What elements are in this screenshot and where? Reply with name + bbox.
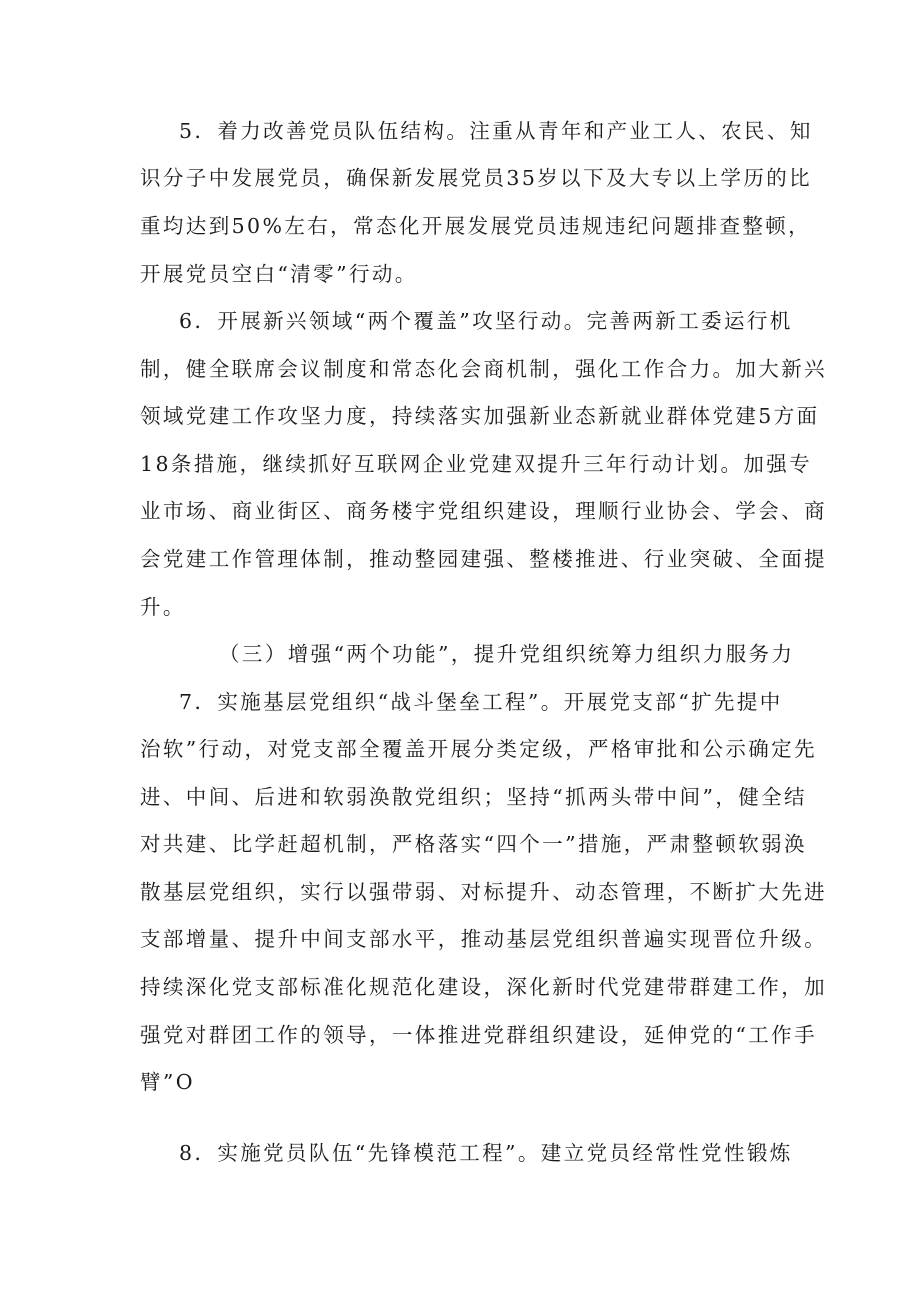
paragraph-7-line-6: 支部增量、提升中间支部水平，推动基层党组织普遍实现晋位升级。 [140,927,827,951]
paragraph-7-line-8: 强党对群团工作的领导，一体推进党群组织建设，延伸党的“工作手 [140,1023,817,1047]
paragraph-6-line-6: 会党建工作管理体制，推动整园建强、整楼推进、行业突破、全面提 [140,547,827,571]
section-heading: （三）增强“两个功能”，提升党组织统筹力组织力服务力 [219,642,795,666]
paragraph-7-line-3: 进、中间、后进和软弱涣散党组织；坚持“抓两头带中间”，健全结 [140,785,807,809]
paragraph-7-line-7: 持续深化党支部标准化规范化建设，深化新时代党建带群建工作，加 [140,975,827,999]
paragraph-6-line-3: 领域党建工作攻坚力度，持续落实加强新业态新就业群体党建5方面 [140,404,820,428]
paragraph-7-line-9: 臂”O [140,1070,195,1094]
paragraph-6-line-1: 6．开展新兴领域“两个覆盖”攻坚行动。完善两新工委运行机 [179,309,793,333]
paragraph-5-line-1: 5．着力改善党员队伍结构。注重从青年和产业工人、农民、知 [179,119,813,143]
paragraph-7-line-2: 治软”行动，对党支部全覆盖开展分类定级，严格审批和公示确定先 [140,737,817,761]
paragraph-6-line-7: 升。 [140,595,186,619]
paragraph-6-line-2: 制，健全联席会议制度和常态化会商机制，强化工作合力。加大新兴 [140,357,827,381]
paragraph-6-line-5: 业市场、商业街区、商务楼宇党组织建设，理顺行业协会、学会、商 [140,499,827,523]
paragraph-8-line-1: 8．实施党员队伍“先锋模范工程”。建立党员经常性党性锻炼 [179,1141,793,1165]
paragraph-7-line-4: 对共建、比学赶超机制，严格落实“四个一”措施，严肃整顿软弱涣 [140,832,807,856]
paragraph-7-line-1: 7．实施基层党组织“战斗堡垒工程”。开展党支部“扩先提中 [179,690,783,714]
paragraph-5-line-3: 重均达到50%左右，常态化开展发展党员违规违纪问题排查整顿， [140,214,812,238]
paragraph-5-line-2: 识分子中发展党员，确保新发展党员35岁以下及大专以上学历的比 [140,166,813,190]
paragraph-7-line-5: 散基层党组织，实行以强带弱、对标提升、动态管理，不断扩大先进 [140,880,827,904]
paragraph-5-line-4: 开展党员空白“清零”行动。 [140,262,418,286]
paragraph-6-line-4: 18条措施，继续抓好互联网企业党建双提升三年行动计划。加强专 [140,452,813,476]
